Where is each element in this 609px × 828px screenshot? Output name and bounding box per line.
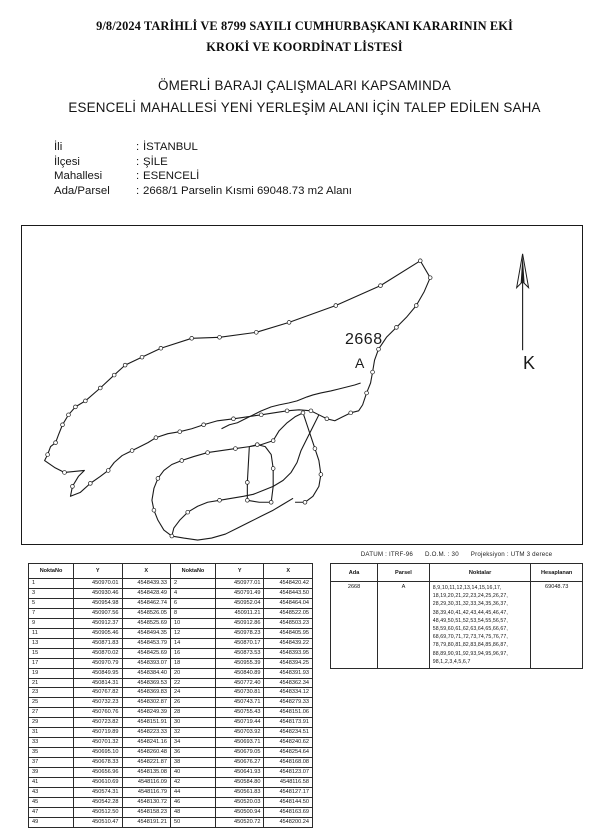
table-row: [29, 778, 313, 788]
cell-y-left: 450871.83: [74, 638, 122, 648]
cell-y-left: 450695.10: [74, 748, 122, 758]
cell-y-left: 450767.82: [74, 688, 122, 698]
north-arrow-icon: [517, 254, 529, 350]
info-label-il: İli: [54, 141, 63, 153]
cell-noktano-left: 39: [29, 768, 74, 778]
cell-noktano-right: 48: [170, 807, 215, 817]
document-title-block: [0, 0, 609, 58]
info-colon-ada-parsel: :: [136, 184, 140, 197]
cell-x-left: 4548384.40: [122, 668, 170, 678]
cell-noktano-right: 26: [170, 698, 215, 708]
table-row: [29, 788, 313, 798]
cell-x-left: 4548369.83: [122, 688, 170, 698]
cell-noktano-left: 35: [29, 748, 74, 758]
cell-x-right: 4548405.95: [264, 628, 313, 638]
table-row: [29, 678, 313, 688]
cell-x-left: 4548249.39: [122, 708, 170, 718]
cell-noktano-right: 20: [170, 668, 215, 678]
cell-y-right: 450870.17: [216, 638, 264, 648]
cell-y-right: 450755.43: [216, 708, 264, 718]
col-header-y-right: Y: [216, 564, 264, 579]
document-subtitle-block: [0, 75, 609, 119]
cell-x-right: 4548420.42: [264, 579, 313, 589]
cell-y-left: 450542.28: [74, 797, 122, 807]
table-row: [29, 768, 313, 778]
table-row: [29, 817, 313, 827]
noktalar-line: 78,79,80,81,82,83,84,85,86,87,: [432, 642, 508, 649]
cadastral-map-frame: [21, 225, 583, 545]
cell-y-left: 450510.47: [74, 817, 122, 827]
info-row-il: [54, 140, 609, 155]
cell-noktano-left: 41: [29, 778, 74, 788]
north-direction-label: K: [523, 353, 536, 373]
cell-y-right: 450500.94: [216, 807, 264, 817]
cell-y-right: 450520.72: [216, 817, 264, 827]
cell-x-left: 4548369.53: [122, 678, 170, 688]
cell-noktano-right: 10: [170, 618, 215, 628]
table-row: [29, 718, 313, 728]
cell-noktalar: [429, 582, 531, 669]
cell-noktano-left: 45: [29, 797, 74, 807]
info-colon-il: :: [136, 141, 140, 153]
cell-noktano-right: 14: [170, 638, 215, 648]
noktalar-line: 88,89,90,91,92,93,94,95,96,97,: [432, 650, 508, 657]
cell-noktano-left: 3: [29, 588, 74, 598]
cell-noktano-left: 25: [29, 698, 74, 708]
cell-noktano-right: 32: [170, 728, 215, 738]
cell-noktano-right: 38: [170, 758, 215, 768]
subtitle-line-2: ESENCELİ MAHALLESİ YENİ YERLEŞİM ALANI İÇİN TALEP EDİLEN SAHA: [68, 100, 541, 115]
table-row: [29, 668, 313, 678]
parcel-data-row: [331, 582, 583, 669]
cell-y-right: 450772.40: [216, 678, 264, 688]
cell-y-left: 450701.32: [74, 738, 122, 748]
table-row: [29, 648, 313, 658]
cell-y-right: 450873.53: [216, 648, 264, 658]
cell-y-right: 450520.03: [216, 797, 264, 807]
cell-y-left: 450574.31: [74, 788, 122, 798]
cell-noktano-right: 12: [170, 628, 215, 638]
cell-x-left: 4548223.33: [122, 728, 170, 738]
parcel-boundary-sketch: [22, 226, 582, 544]
cell-noktano-right: 8: [170, 608, 215, 618]
cell-noktano-right: 22: [170, 678, 215, 688]
table-row: [29, 738, 313, 748]
cell-x-right: 4548279.33: [264, 698, 313, 708]
cell-noktano-right: 6: [170, 598, 215, 608]
cell-noktano-left: 7: [29, 608, 74, 618]
cell-x-left: 4548130.72: [122, 797, 170, 807]
cell-y-left: 450814.31: [74, 678, 122, 688]
table-row: [29, 598, 313, 608]
info-label-ilce: İlçesi: [54, 155, 80, 168]
cell-parsel: A: [378, 582, 430, 669]
cell-x-right: 4548240.62: [264, 738, 313, 748]
table-row: [29, 698, 313, 708]
cell-x-right: 4548393.95: [264, 648, 313, 658]
coordinate-table-head: [29, 564, 313, 579]
subtitle-line-1: ÖMERLİ BARAJI ÇALIŞMALARI KAPSAMINDA: [158, 78, 451, 93]
cell-noktano-left: 23: [29, 688, 74, 698]
cell-x-right: 4548391.93: [264, 668, 313, 678]
cell-y-right: 450730.81: [216, 688, 264, 698]
cell-x-right: 4548151.06: [264, 708, 313, 718]
table-row: [29, 579, 313, 589]
cell-noktano-right: 30: [170, 718, 215, 728]
cell-x-right: 4548254.64: [264, 748, 313, 758]
cell-x-right: 4548116.58: [264, 778, 313, 788]
cell-ada: 2668: [331, 582, 378, 669]
table-row: [29, 608, 313, 618]
cell-y-right: 450955.39: [216, 658, 264, 668]
cell-x-left: 4548425.69: [122, 648, 170, 658]
cell-y-left: 450970.79: [74, 658, 122, 668]
noktalar-line: 98,1,2,3,4,5,6,7: [432, 658, 471, 665]
cell-y-right: 450679.05: [216, 748, 264, 758]
info-value-ada-parsel: 2668/1 Parselin Kısmi 69048.73 m2 Alanı: [143, 184, 352, 197]
coordinate-list-table: [28, 563, 313, 828]
info-value-il: İSTANBUL: [143, 141, 198, 153]
cell-y-left: 450678.33: [74, 758, 122, 768]
cell-noktano-left: 1: [29, 579, 74, 589]
table-row: [29, 748, 313, 758]
col-header-noktalar: Noktalar: [429, 564, 531, 582]
table-row: [29, 618, 313, 628]
cell-noktano-right: 42: [170, 778, 215, 788]
cell-noktano-left: 37: [29, 758, 74, 768]
cell-noktano-right: 50: [170, 817, 215, 827]
table-row: [29, 588, 313, 598]
info-row-ada-parsel: [54, 184, 609, 199]
cell-x-right: 4548168.08: [264, 758, 313, 768]
cell-x-left: 4548462.74: [122, 598, 170, 608]
parcel-table-head: [331, 564, 583, 582]
cell-y-right: 450952.04: [216, 598, 264, 608]
col-header-y-left: Y: [74, 564, 122, 579]
cell-x-left: 4548439.33: [122, 579, 170, 589]
coordinate-header-row: [29, 564, 313, 579]
cell-x-right: 4548127.17: [264, 788, 313, 798]
cell-x-left: 4548191.21: [122, 817, 170, 827]
boundary-vertex-markers: [46, 259, 432, 538]
cell-x-right: 4548234.51: [264, 728, 313, 738]
parcel-polygon-outline: [45, 261, 431, 540]
table-row: [29, 628, 313, 638]
cell-x-right: 4548464.04: [264, 598, 313, 608]
info-label-mahalle: Mahallesi: [54, 170, 103, 183]
info-row-mahalle: [54, 169, 609, 184]
cell-x-left: 4548116.79: [122, 788, 170, 798]
table-row: [29, 758, 313, 768]
title-line-1: 9/8/2024 TARİHLİ VE 8799 SAYILI CUMHURBAŞKANI KARARININ EKİ: [96, 19, 513, 33]
noktalar-line: 58,59,60,61,62,63,64,65,66,67,: [432, 626, 508, 633]
parcel-number-label: 2668: [345, 331, 383, 348]
cell-x-left: 4548525.69: [122, 618, 170, 628]
cell-y-left: 450907.56: [74, 608, 122, 618]
cell-noktano-left: 19: [29, 668, 74, 678]
cell-y-right: 450641.93: [216, 768, 264, 778]
cell-x-left: 4548302.87: [122, 698, 170, 708]
cell-x-left: 4548526.05: [122, 608, 170, 618]
cell-hesaplanan: 69048.73: [531, 582, 583, 669]
projection-label: Projeksiyon : UTM 3 derece: [470, 551, 553, 558]
cell-y-left: 450610.69: [74, 778, 122, 788]
cell-y-left: 450719.89: [74, 728, 122, 738]
cell-noktano-right: 28: [170, 708, 215, 718]
cell-y-right: 450584.80: [216, 778, 264, 788]
cell-x-left: 4548221.87: [122, 758, 170, 768]
cell-noktano-right: 46: [170, 797, 215, 807]
cell-noktano-right: 40: [170, 768, 215, 778]
parcel-letter-label: A: [355, 355, 365, 371]
cell-x-left: 4548135.08: [122, 768, 170, 778]
cell-noktano-right: 18: [170, 658, 215, 668]
table-row: [29, 658, 313, 668]
cell-noktano-left: 47: [29, 807, 74, 817]
noktalar-point-list: [433, 584, 528, 666]
cell-x-left: 4548428.49: [122, 588, 170, 598]
cell-y-right: 450676.27: [216, 758, 264, 768]
col-header-ada: Ada: [331, 564, 378, 582]
table-row: [29, 688, 313, 698]
cell-x-right: 4548362.34: [264, 678, 313, 688]
cell-noktano-left: 9: [29, 618, 74, 628]
cell-x-left: 4548260.48: [122, 748, 170, 758]
cell-noktano-left: 11: [29, 628, 74, 638]
cell-x-right: 4548200.24: [264, 817, 313, 827]
cell-y-right: 450912.86: [216, 618, 264, 628]
cell-y-right: 450703.92: [216, 728, 264, 738]
cell-y-left: 450954.98: [74, 598, 122, 608]
noktalar-line: 48,49,50,51,52,53,54,55,56,57,: [432, 617, 508, 624]
noktalar-line: 28,29,30,31,32,33,34,35,36,37,: [432, 601, 508, 608]
table-row: [29, 807, 313, 817]
cell-noktano-right: 34: [170, 738, 215, 748]
cell-y-right: 450743.71: [216, 698, 264, 708]
cell-x-right: 4548173.91: [264, 718, 313, 728]
cell-x-left: 4548116.09: [122, 778, 170, 788]
cell-noktano-left: 33: [29, 738, 74, 748]
datum-projection-info: [330, 551, 583, 558]
cell-noktano-right: 24: [170, 688, 215, 698]
cell-x-right: 4548334.12: [264, 688, 313, 698]
cell-y-left: 450760.76: [74, 708, 122, 718]
col-header-noktano-left: NoktaNo: [29, 564, 74, 579]
table-row: [29, 728, 313, 738]
cell-x-right: 4548439.22: [264, 638, 313, 648]
cell-x-right: 4548163.69: [264, 807, 313, 817]
cell-y-left: 450732.23: [74, 698, 122, 708]
cell-noktano-left: 21: [29, 678, 74, 688]
property-info-list: [54, 140, 609, 198]
col-header-noktano-right: NoktaNo: [170, 564, 215, 579]
cell-y-right: 450977.01: [216, 579, 264, 589]
cell-y-left: 450849.95: [74, 668, 122, 678]
cell-x-left: 4548453.79: [122, 638, 170, 648]
col-header-x-right: X: [264, 564, 313, 579]
table-row: [29, 708, 313, 718]
cell-noktano-left: 29: [29, 718, 74, 728]
cell-y-left: 450656.96: [74, 768, 122, 778]
cell-y-left: 450512.50: [74, 807, 122, 817]
cell-x-left: 4548158.23: [122, 807, 170, 817]
cell-y-right: 450791.49: [216, 588, 264, 598]
cell-x-left: 4548241.16: [122, 738, 170, 748]
cell-noktano-left: 43: [29, 788, 74, 798]
cell-noktano-right: 2: [170, 579, 215, 589]
cell-x-right: 4548394.25: [264, 658, 313, 668]
cell-x-left: 4548393.07: [122, 658, 170, 668]
parcel-table-body: [331, 582, 583, 669]
cell-x-right: 4548503.23: [264, 618, 313, 628]
cell-x-right: 4548522.05: [264, 608, 313, 618]
cell-y-left: 450912.37: [74, 618, 122, 628]
info-colon-ilce: :: [136, 155, 140, 168]
cell-x-right: 4548443.50: [264, 588, 313, 598]
table-row: [29, 797, 313, 807]
cell-x-left: 4548151.91: [122, 718, 170, 728]
parcel-summary-table: [330, 563, 583, 669]
noktalar-line: 38,39,40,41,42,43,44,45,46,47,: [432, 609, 508, 616]
cell-noktano-right: 16: [170, 648, 215, 658]
table-row: [29, 638, 313, 648]
cell-noktano-left: 31: [29, 728, 74, 738]
cell-y-left: 450905.46: [74, 628, 122, 638]
coordinate-table-body: [29, 579, 313, 828]
cell-y-right: 450693.71: [216, 738, 264, 748]
cell-noktano-left: 5: [29, 598, 74, 608]
cell-y-left: 450870.02: [74, 648, 122, 658]
cell-y-left: 450970.01: [74, 579, 122, 589]
title-line-2: KROKİ VE KOORDİNAT LİSTESİ: [206, 40, 403, 54]
col-header-x-left: X: [122, 564, 170, 579]
cell-y-right: 450719.44: [216, 718, 264, 728]
cell-noktano-right: 44: [170, 788, 215, 798]
cell-noktano-left: 15: [29, 648, 74, 658]
noktalar-line: 68,69,70,71,72,73,74,75,76,77,: [432, 634, 508, 641]
cell-y-right: 450911.21: [216, 608, 264, 618]
col-header-parsel: Parsel: [378, 564, 430, 582]
cell-y-right: 450840.89: [216, 668, 264, 678]
cell-noktano-right: 4: [170, 588, 215, 598]
cell-x-right: 4548144.50: [264, 797, 313, 807]
col-header-hesaplanan: Hesaplanan: [531, 564, 583, 582]
info-label-ada-parsel: Ada/Parsel: [54, 184, 110, 197]
cell-noktano-left: 27: [29, 708, 74, 718]
cell-x-left: 4548494.35: [122, 628, 170, 638]
parcel-header-row: [331, 564, 583, 582]
cell-y-left: 450723.82: [74, 718, 122, 728]
info-value-ilce: ŞİLE: [143, 155, 168, 168]
cell-noktano-right: 36: [170, 748, 215, 758]
noktalar-line: 8,9,10,11,12,13,14,15,16,17,: [432, 585, 502, 591]
cell-noktano-left: 13: [29, 638, 74, 648]
cell-y-right: 450561.83: [216, 788, 264, 798]
info-value-mahalle: ESENCELİ: [143, 170, 200, 183]
ddm-label: D.O.M. : 30: [425, 551, 459, 558]
cell-y-left: 450930.46: [74, 588, 122, 598]
cell-x-right: 4548123.07: [264, 768, 313, 778]
datum-label: DATUM : ITRF-96: [360, 551, 414, 558]
cell-y-right: 450978.23: [216, 628, 264, 638]
cell-noktano-left: 49: [29, 817, 74, 827]
cell-noktano-left: 17: [29, 658, 74, 668]
noktalar-line: 18,19,20,21,22,23,24,25,26,27,: [432, 593, 508, 600]
info-row-ilce: [54, 155, 609, 170]
info-colon-mahalle: :: [136, 170, 140, 183]
